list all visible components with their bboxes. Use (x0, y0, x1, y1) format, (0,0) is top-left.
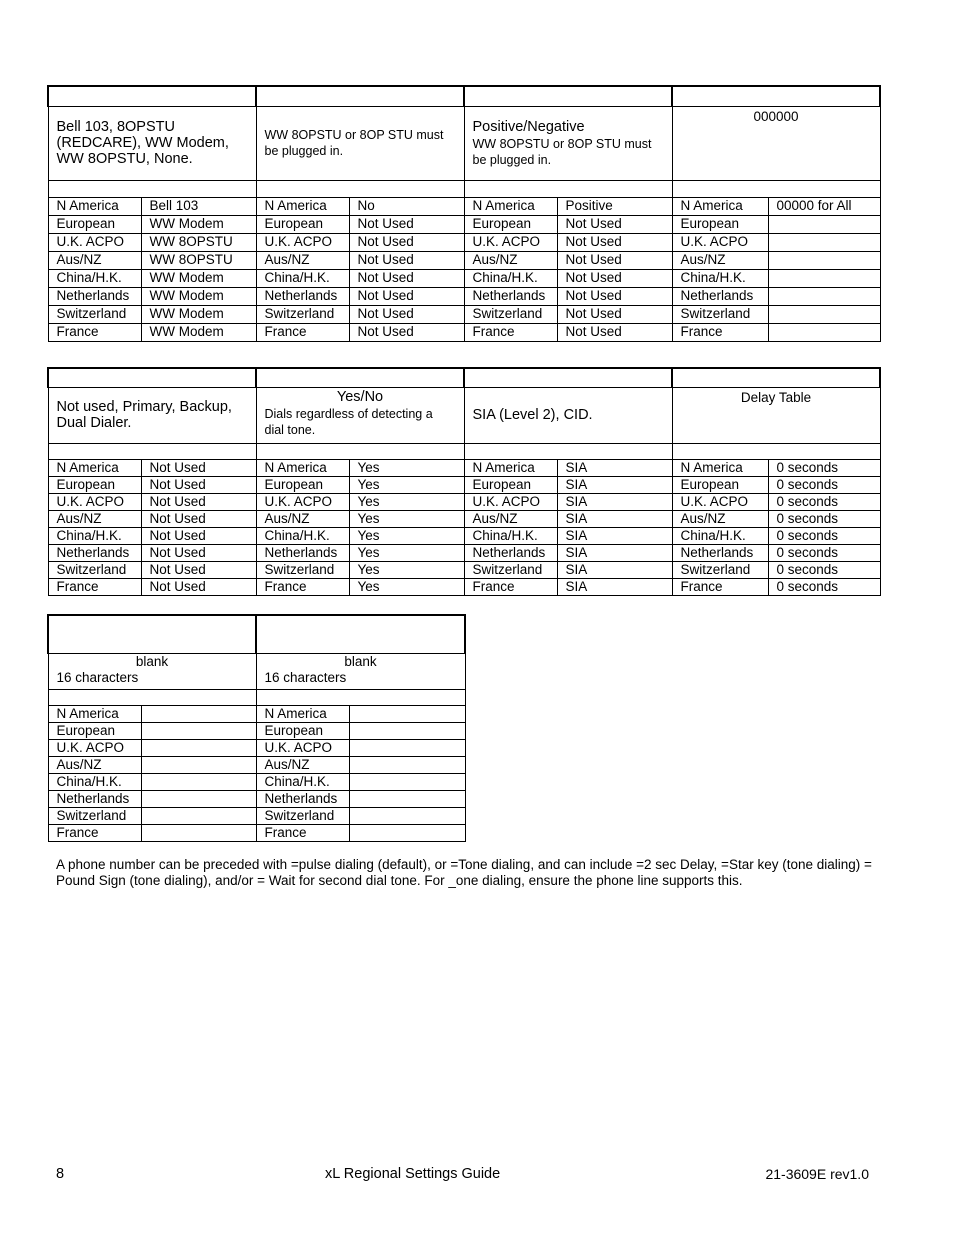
value-cell (768, 215, 880, 233)
value-cell: Yes (349, 493, 464, 510)
value-cell (349, 773, 465, 790)
value-cell: Yes (349, 459, 464, 476)
value-cell: Yes (349, 527, 464, 544)
region-cell: Switzerland (256, 305, 349, 323)
table-row (48, 476, 880, 493)
default-value: blank (135, 653, 169, 669)
region-cell: N America (48, 197, 141, 215)
value-cell: SIA (557, 476, 672, 493)
region-cell: China/H.K. (256, 527, 349, 544)
spacer-row (48, 180, 880, 197)
value-cell (768, 269, 880, 287)
value-cell (768, 251, 880, 269)
region-cell: Netherlands (672, 544, 768, 561)
region-cell: N America (672, 459, 768, 476)
value-cell: 0 seconds (768, 476, 880, 493)
value-cell: Not Used (349, 287, 464, 305)
table-row (48, 459, 880, 476)
value-cell: Not Used (557, 269, 672, 287)
region-cell: Switzerland (464, 561, 557, 578)
option-note: WW 8OPSTU or 8OP STU must be plugged in. (472, 137, 652, 167)
region-cell: U.K. ACPO (256, 739, 349, 756)
region-cell: Aus/NZ (256, 251, 349, 269)
option-cell (48, 653, 256, 689)
region-cell: N America (256, 705, 349, 722)
value-cell: Not Used (557, 323, 672, 341)
value-cell: 0 seconds (768, 527, 880, 544)
option-cell: 000000 (672, 106, 880, 180)
table-row (48, 705, 465, 722)
region-cell: France (464, 578, 557, 595)
region-cell: Aus/NZ (48, 756, 141, 773)
region-cell: Netherlands (48, 790, 141, 807)
value-cell: SIA (557, 510, 672, 527)
value-cell: 0 seconds (768, 493, 880, 510)
table-row (48, 807, 465, 824)
region-cell: U.K. ACPO (48, 739, 141, 756)
region-cell: Aus/NZ (464, 510, 557, 527)
value-cell (349, 790, 465, 807)
region-cell: Aus/NZ (464, 251, 557, 269)
document-title: xL Regional Settings Guide (325, 1166, 501, 1182)
value-cell (141, 773, 256, 790)
table-row (48, 510, 880, 527)
value-cell: Not Used (557, 305, 672, 323)
region-cell: N America (256, 459, 349, 476)
region-cell: European (48, 215, 141, 233)
region-cell: Netherlands (48, 287, 141, 305)
region-cell: Aus/NZ (256, 756, 349, 773)
table-row (48, 323, 880, 341)
spacer-row (48, 689, 465, 705)
region-cell: Netherlands (464, 287, 557, 305)
value-cell: SIA (557, 493, 672, 510)
region-cell: Netherlands (256, 287, 349, 305)
region-cell: China/H.K. (48, 269, 141, 287)
region-cell: France (464, 323, 557, 341)
settings-table-3 (47, 614, 466, 842)
options-row (48, 106, 880, 180)
region-cell: Netherlands (464, 544, 557, 561)
region-cell: China/H.K. (464, 269, 557, 287)
value-cell: 0 seconds (768, 561, 880, 578)
region-cell: Switzerland (464, 305, 557, 323)
table-row (48, 739, 465, 756)
option-value: Yes/No (336, 388, 384, 405)
value-cell (141, 824, 256, 841)
table-row (48, 305, 880, 323)
value-cell: Not Used (141, 510, 256, 527)
region-cell: Aus/NZ (48, 251, 141, 269)
region-cell: N America (48, 705, 141, 722)
value-cell: No (349, 197, 464, 215)
table-row (48, 197, 880, 215)
value-cell: Not Used (141, 544, 256, 561)
value-cell: SIA (557, 561, 672, 578)
region-cell: European (256, 215, 349, 233)
value-cell: Not Used (141, 493, 256, 510)
table-row (48, 722, 465, 739)
value-cell: Yes (349, 510, 464, 527)
region-cell: France (48, 323, 141, 341)
value-cell: 0 seconds (768, 459, 880, 476)
region-cell: Switzerland (256, 807, 349, 824)
value-cell: Not Used (141, 578, 256, 595)
value-cell: Yes (349, 476, 464, 493)
value-cell (768, 323, 880, 341)
spacer-row (48, 443, 880, 459)
header-row (48, 368, 880, 387)
value-cell (768, 305, 880, 323)
table-row (48, 824, 465, 841)
region-cell: Aus/NZ (48, 510, 141, 527)
value-cell: Not Used (349, 233, 464, 251)
value-cell: Not Used (349, 323, 464, 341)
table-row (48, 790, 465, 807)
option-cell: Not used, Primary, Backup, Dual Dialer. (48, 387, 256, 443)
value-cell: Yes (349, 561, 464, 578)
value-cell (349, 705, 465, 722)
option-note: Dials regardless of detecting a dial tone. (264, 406, 433, 437)
region-cell: Switzerland (48, 807, 141, 824)
region-cell: U.K. ACPO (256, 493, 349, 510)
value-cell (141, 739, 256, 756)
region-cell: France (256, 323, 349, 341)
table-row (48, 544, 880, 561)
table-row (48, 561, 880, 578)
option-cell: Bell 103, 8OPSTU (REDCARE), WW Modem, WW 8OPSTU, None. (48, 106, 256, 180)
options-row (48, 387, 880, 443)
region-cell: U.K. ACPO (464, 233, 557, 251)
region-cell: U.K. ACPO (672, 493, 768, 510)
region-cell: China/H.K. (48, 527, 141, 544)
value-cell: SIA (557, 459, 672, 476)
value-cell: Not Used (141, 476, 256, 493)
table-row (48, 233, 880, 251)
settings-table-1 (47, 85, 881, 342)
size-value: 16 characters (264, 669, 347, 685)
table-row (48, 251, 880, 269)
option-cell: SIA (Level 2), CID. (464, 387, 672, 443)
value-cell: 0 seconds (768, 544, 880, 561)
value-cell (141, 756, 256, 773)
value-cell: Not Used (349, 251, 464, 269)
region-cell: France (48, 824, 141, 841)
region-cell: China/H.K. (256, 269, 349, 287)
value-cell: SIA (557, 544, 672, 561)
region-cell: U.K. ACPO (48, 493, 141, 510)
value-cell: WW Modem (141, 215, 256, 233)
region-cell: European (48, 722, 141, 739)
region-cell: France (672, 323, 768, 341)
option-value: Positive/Negative (472, 119, 585, 135)
value-cell: Not Used (557, 233, 672, 251)
value-cell: WW 8OPSTU (141, 233, 256, 251)
region-cell: Switzerland (672, 561, 768, 578)
region-cell: China/H.K. (48, 773, 141, 790)
region-cell: Switzerland (48, 561, 141, 578)
option-cell (256, 387, 464, 443)
region-cell: European (672, 215, 768, 233)
region-cell: U.K. ACPO (48, 233, 141, 251)
value-cell (141, 807, 256, 824)
value-cell (768, 233, 880, 251)
value-cell: Not Used (557, 215, 672, 233)
value-cell: Not Used (557, 251, 672, 269)
options-row (48, 653, 465, 689)
value-cell (349, 722, 465, 739)
page-number: 8 (56, 1166, 65, 1182)
value-cell: Not Used (557, 287, 672, 305)
table-row (48, 527, 880, 544)
value-cell: WW 8OPSTU (141, 251, 256, 269)
header-row (48, 86, 880, 106)
value-cell: Bell 103 (141, 197, 256, 215)
region-cell: European (256, 476, 349, 493)
table-row (48, 215, 880, 233)
region-cell: Switzerland (256, 561, 349, 578)
region-cell: France (672, 578, 768, 595)
value-cell: Not Used (141, 459, 256, 476)
option-cell (464, 106, 672, 180)
value-cell: Not Used (349, 269, 464, 287)
region-cell: Netherlands (672, 287, 768, 305)
value-cell: WW Modem (141, 269, 256, 287)
value-cell (349, 739, 465, 756)
region-cell: Aus/NZ (256, 510, 349, 527)
table-row (48, 287, 880, 305)
region-cell: China/H.K. (256, 773, 349, 790)
region-cell: N America (672, 197, 768, 215)
region-cell: China/H.K. (672, 269, 768, 287)
value-cell: Not Used (141, 561, 256, 578)
default-value: blank (344, 653, 377, 669)
option-cell: WW 8OPSTU or 8OP STU must be plugged in. (256, 106, 464, 180)
value-cell (349, 807, 465, 824)
region-cell: France (256, 824, 349, 841)
settings-table-2 (47, 367, 881, 596)
header-row (48, 615, 465, 653)
value-cell: Positive (557, 197, 672, 215)
value-cell: Not Used (141, 527, 256, 544)
value-cell: Not Used (349, 305, 464, 323)
table-row (48, 756, 465, 773)
value-cell (141, 722, 256, 739)
region-cell: European (48, 476, 141, 493)
table-row (48, 269, 880, 287)
region-cell: Netherlands (48, 544, 141, 561)
table-row (48, 578, 880, 595)
table-row (48, 493, 880, 510)
table-row (48, 773, 465, 790)
value-cell: Yes (349, 578, 464, 595)
document-id: 21-3609E rev1.0 (765, 1166, 869, 1182)
region-cell: European (464, 476, 557, 493)
region-cell: Aus/NZ (672, 251, 768, 269)
value-cell: Yes (349, 544, 464, 561)
value-cell (141, 790, 256, 807)
region-cell: N America (464, 197, 557, 215)
region-cell: China/H.K. (464, 527, 557, 544)
value-cell: 0 seconds (768, 510, 880, 527)
region-cell: Switzerland (672, 305, 768, 323)
value-cell (349, 756, 465, 773)
option-cell: Delay Table (672, 387, 880, 443)
region-cell: European (464, 215, 557, 233)
region-cell: China/H.K. (672, 527, 768, 544)
region-cell: European (256, 722, 349, 739)
region-cell: European (672, 476, 768, 493)
value-cell: 0 seconds (768, 578, 880, 595)
region-cell: U.K. ACPO (256, 233, 349, 251)
value-cell (349, 824, 465, 841)
value-cell: Not Used (349, 215, 464, 233)
option-cell (256, 653, 465, 689)
value-cell (141, 705, 256, 722)
region-cell: N America (48, 459, 141, 476)
dialing-note: A phone number can be preceded with =pulse dialing (default), or =Tone dialing, and can include =2 sec Delay, =Star key (tone dialing) = Pound Sign (tone dialing), and/or = Wait for second dial tone. For _one dialing, ensure the phone line supports this. (56, 857, 872, 888)
value-cell: WW Modem (141, 287, 256, 305)
value-cell (768, 287, 880, 305)
value-cell: WW Modem (141, 305, 256, 323)
region-cell: Switzerland (48, 305, 141, 323)
value-cell: 00000 for All (768, 197, 880, 215)
region-cell: Netherlands (256, 544, 349, 561)
region-cell: U.K. ACPO (672, 233, 768, 251)
region-cell: N America (464, 459, 557, 476)
region-cell: Aus/NZ (672, 510, 768, 527)
value-cell: WW Modem (141, 323, 256, 341)
region-cell: U.K. ACPO (464, 493, 557, 510)
value-cell: SIA (557, 527, 672, 544)
region-cell: N America (256, 197, 349, 215)
region-cell: France (256, 578, 349, 595)
region-cell: France (48, 578, 141, 595)
region-cell: Netherlands (256, 790, 349, 807)
size-value: 16 characters (56, 669, 139, 685)
value-cell: SIA (557, 578, 672, 595)
